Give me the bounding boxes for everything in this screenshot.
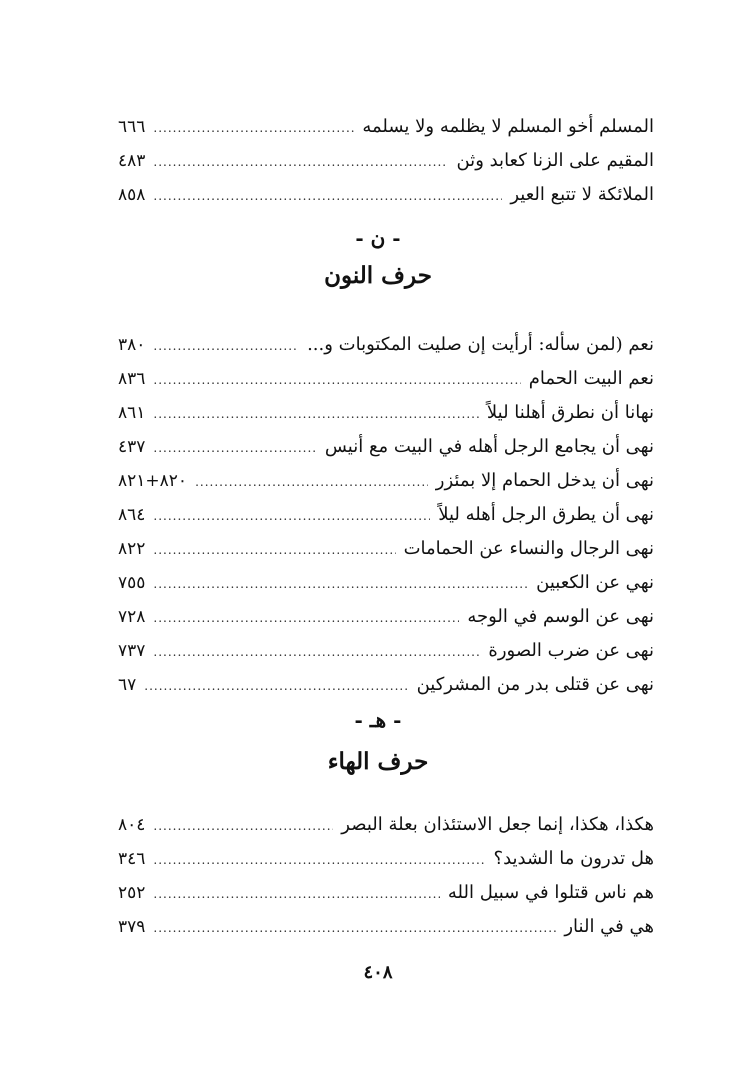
index-entry bbox=[118, 178, 654, 212]
entry-text: المقيم على الزنا كعابد وثن bbox=[456, 150, 654, 171]
leader-dots bbox=[144, 669, 408, 703]
entry-page: ٤٣٧ bbox=[118, 437, 146, 457]
leader-dots bbox=[153, 145, 448, 179]
index-entry bbox=[118, 842, 654, 876]
leader-dots bbox=[153, 877, 439, 911]
leader-dots bbox=[153, 809, 333, 843]
entry-text: نهى أن يدخل الحمام إلا بمئزر bbox=[435, 470, 654, 491]
index-entry bbox=[118, 668, 654, 702]
index-entry bbox=[118, 876, 654, 910]
entry-page: ٨٠٤ bbox=[118, 815, 146, 835]
leader-dots bbox=[195, 465, 428, 499]
entry-page: ٨٢٠+٨٢١ bbox=[118, 471, 188, 491]
entry-page: ٨٣٦ bbox=[118, 369, 146, 389]
entry-text: نهى عن ضرب الصورة bbox=[488, 640, 654, 661]
entry-text: نهي عن الكعبين bbox=[536, 572, 654, 593]
entry-text: هكذا، هكذا، إنما جعل الاستئذان بعلة البصر bbox=[341, 814, 654, 835]
entry-text: المسلم أخو المسلم لا يظلمه ولا يسلمه bbox=[362, 116, 654, 137]
entry-text: نهى الرجال والنساء عن الحمامات bbox=[403, 538, 654, 559]
index-entry bbox=[118, 566, 654, 600]
index-list-haa bbox=[118, 808, 654, 944]
index-entry bbox=[118, 430, 654, 464]
index-entry bbox=[118, 634, 654, 668]
entry-page: ٤٨٣ bbox=[118, 151, 146, 171]
entry-page: ٨٦٤ bbox=[118, 505, 146, 525]
entry-text: نهانا أن نطرق أهلنا ليلاً bbox=[486, 402, 654, 423]
entry-text: نعم البيت الحمام bbox=[528, 368, 654, 389]
entry-text: نهى عن الوسم في الوجه bbox=[467, 606, 654, 627]
index-entry bbox=[118, 910, 654, 944]
index-list-meem bbox=[118, 110, 654, 212]
section-letter-haa: - هـ - bbox=[354, 708, 402, 732]
entry-page: ٧٣٧ bbox=[118, 641, 146, 661]
section-heading-haa: حرف الهاء bbox=[327, 748, 429, 775]
entry-page: ٨٢٢ bbox=[118, 539, 146, 559]
entry-page: ٦٦٦ bbox=[118, 117, 146, 137]
index-entry bbox=[118, 328, 654, 362]
leader-dots bbox=[153, 179, 502, 213]
entry-text: هي في النار bbox=[564, 916, 654, 937]
leader-dots bbox=[153, 911, 556, 945]
leader-dots bbox=[153, 635, 480, 669]
leader-dots bbox=[153, 601, 459, 635]
entry-page: ٨٦١ bbox=[118, 403, 146, 423]
index-entry bbox=[118, 362, 654, 396]
section-letter-noon: - ن - bbox=[355, 226, 401, 250]
leader-dots bbox=[153, 329, 299, 363]
index-list-noon bbox=[118, 328, 654, 702]
leader-dots bbox=[153, 843, 485, 877]
index-entry bbox=[118, 498, 654, 532]
leader-dots bbox=[153, 567, 528, 601]
index-entry bbox=[118, 808, 654, 842]
index-entry bbox=[118, 532, 654, 566]
entry-text: نهى أن يطرق الرجل أهله ليلاً bbox=[438, 504, 654, 525]
entry-page: ٣٨٠ bbox=[118, 335, 146, 355]
entry-text: نعم (لمن سأله: أرأيت إن صليت المكتوبات و... bbox=[307, 334, 654, 355]
section-heading-noon: حرف النون bbox=[324, 262, 432, 289]
leader-dots bbox=[153, 111, 354, 145]
entry-text: نهى أن يجامع الرجل أهله في البيت مع أنيس bbox=[324, 436, 654, 457]
entry-page: ٧٥٥ bbox=[118, 573, 146, 593]
entry-text: هل تدرون ما الشديد؟ bbox=[493, 848, 654, 869]
index-entry bbox=[118, 110, 654, 144]
page-number: ٤٠٨ bbox=[363, 962, 393, 983]
index-entry bbox=[118, 464, 654, 498]
entry-page: ٧٢٨ bbox=[118, 607, 146, 627]
entry-text: نهى عن قتلى بدر من المشركين bbox=[416, 674, 654, 695]
entry-text: الملائكة لا تتبع العير bbox=[510, 184, 654, 205]
entry-page: ٨٥٨ bbox=[118, 185, 146, 205]
index-entry bbox=[118, 396, 654, 430]
entry-page: ٢٥٢ bbox=[118, 883, 146, 903]
leader-dots bbox=[153, 499, 430, 533]
leader-dots bbox=[153, 363, 520, 397]
entry-page: ٣٤٦ bbox=[118, 849, 146, 869]
index-entry bbox=[118, 144, 654, 178]
leader-dots bbox=[153, 533, 395, 567]
entry-page: ٣٧٩ bbox=[118, 917, 146, 937]
leader-dots bbox=[153, 397, 479, 431]
entry-page: ٦٧ bbox=[118, 675, 137, 695]
leader-dots bbox=[153, 431, 316, 465]
index-entry bbox=[118, 600, 654, 634]
entry-text: هم ناس قتلوا في سبيل الله bbox=[447, 882, 654, 903]
